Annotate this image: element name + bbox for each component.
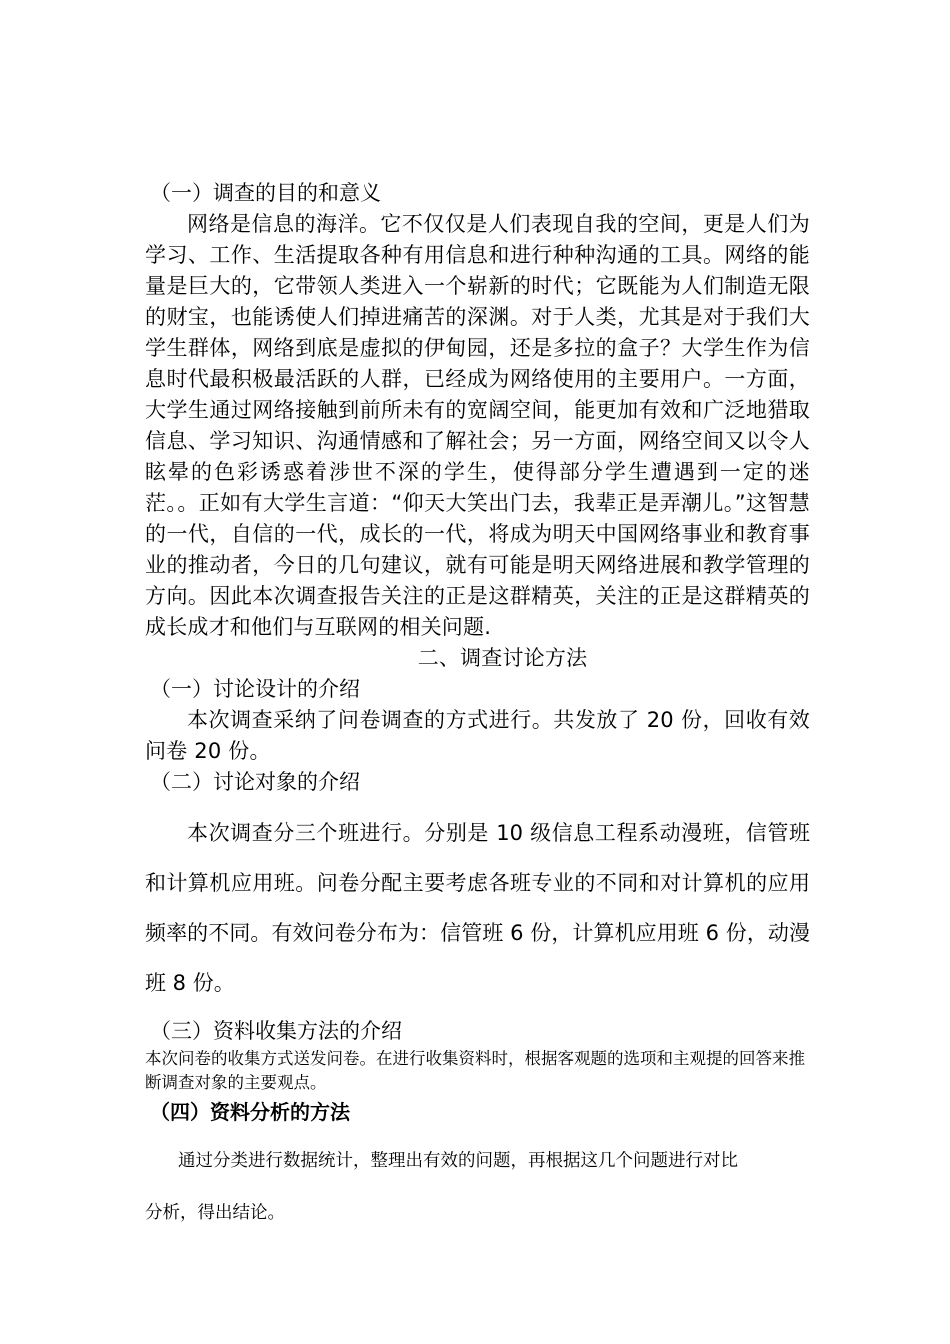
paragraph-purpose: 网络是信息的海洋。它不仅仅是人们表现自我的空间，更是人们为学习、工作、生活提取各种有用信息和进行种种沟通的工具。网络的能量是巨大的，它带领人类进入一个崭新的时代；它既能为人们制造无限的财宝，也能诱使人们掉进痛苦的深渊。对于人类，尤其是对于我们大学生群体，网络到底是虚拟的伊甸园，还是多拉的盒子？大学生作为信息时代最积极最活跃的人群，已经成为网络使用的主要用户。一方面，大学生通过网络接触到前所未有的宽阔空间，能更加有效和广泛地猎取信息、学习知识、沟通情感和了解社会；另一方面，网络空间又以令人眩晕的色彩诱惑着涉世不深的学生，使得部分学生遭遇到一定的迷茫。。正如有大学生言道：“仰天大笑出门去，我辈正是弄潮儿。”这智慧的一代，自信的一代，成长的一代，将成为明天中国网络事业和教育事业的推动者，今日的几句建议，就有可能是明天网络进展和教学管理的方向。因此本次调查报告关注的正是这群精英，关注的正是这群精英的成长成才和他们与互联网的相关问题.: [145, 212, 810, 639]
paragraph-design: 本次调查采纳了问卷调查的方式进行。共发放了 20 份，回收有效问卷 20 份。: [145, 708, 810, 763]
section-heading-subjects: （二）讨论对象的介绍: [150, 770, 360, 794]
section-heading-collection: （三）资料收集方法的介绍: [150, 1019, 402, 1043]
section-title-methods: 二、调查讨论方法: [417, 646, 588, 670]
section-heading-design: （一）讨论设计的介绍: [150, 677, 360, 701]
paragraph-collection: 本次问卷的收集方式送发问卷。在进行收集资料时，根据客观题的选项和主观提的回答来推断调查对象的主要观点。: [145, 1049, 805, 1092]
section-heading-purpose: （一）调查的目的和意义: [150, 181, 381, 205]
document-page: [145, 178, 810, 1237]
section-heading-analysis: （四）资料分析的方法: [150, 1100, 350, 1124]
paragraph-analysis-line1: 通过分类进行数据统计，整理出有效的问题，再根据这几个问题进行对比: [178, 1151, 738, 1171]
paragraph-analysis-line2: 分析，得出结论。: [145, 1203, 285, 1223]
paragraph-subjects: 本次调查分三个班进行。分别是 10 级信息工程系动漫班，信管班和计算机应用班。问卷分配主要考虑各班专业的不同和对计算机的应用频率的不同。有效问卷分布为：信管班 6 份，计算机应用班 6 份，动漫班 8 份。: [145, 821, 810, 995]
